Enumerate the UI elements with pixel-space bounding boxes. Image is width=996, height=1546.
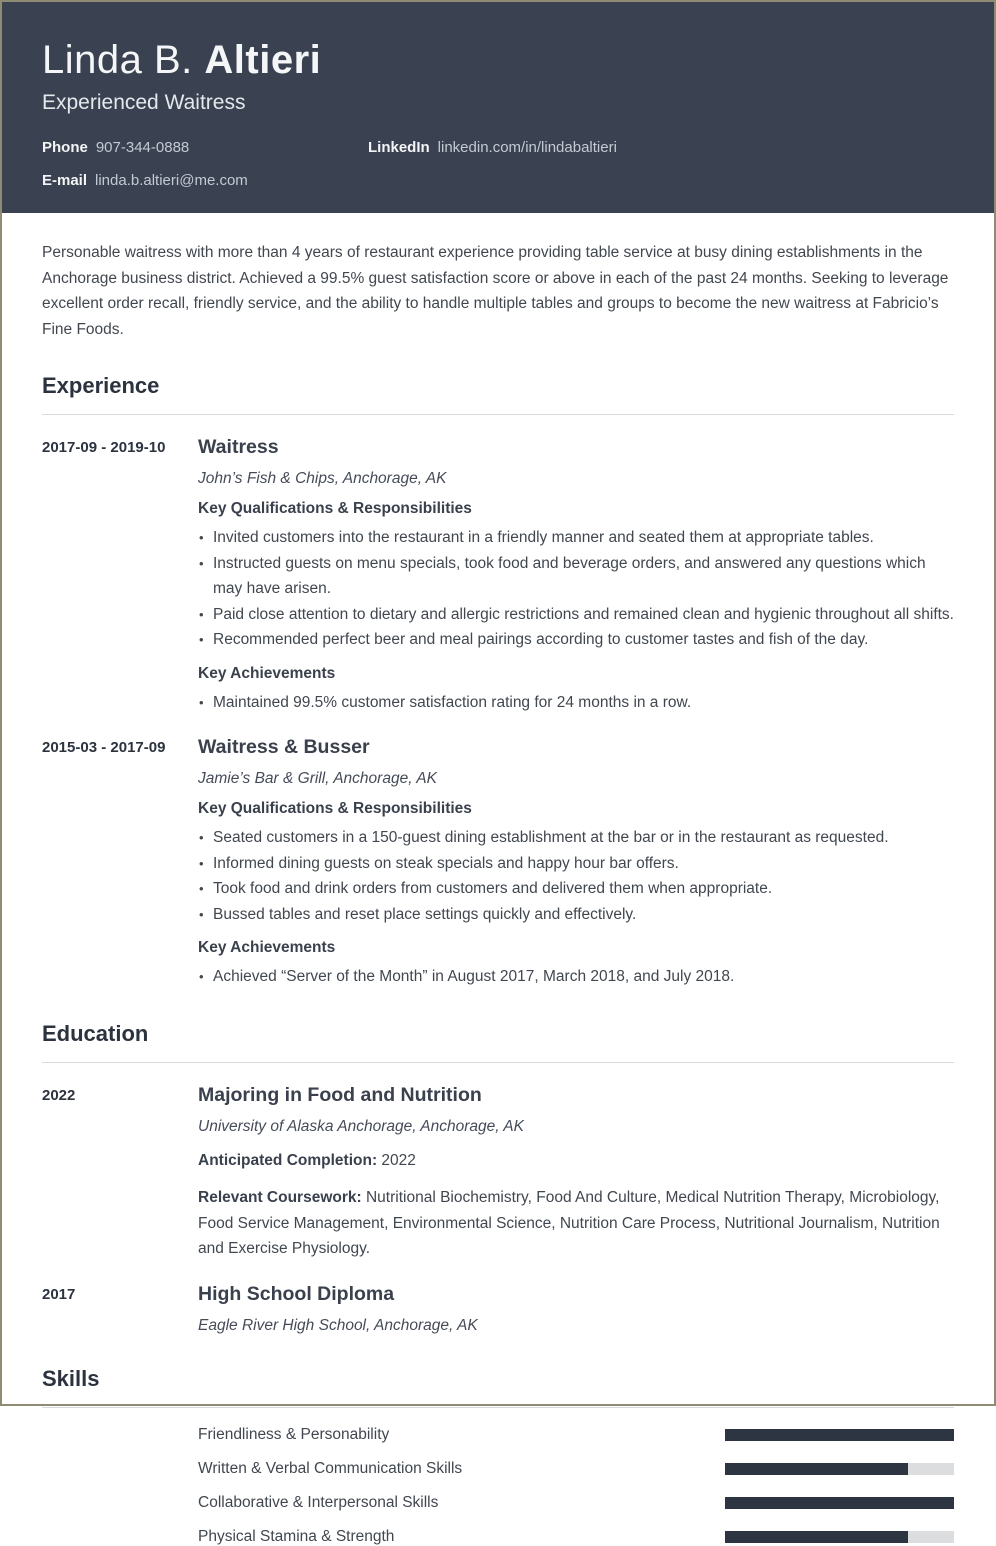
skill-label: Written & Verbal Communication Skills (198, 1460, 463, 1477)
achievements-heading: Key Achievements (198, 939, 336, 956)
skill-row (198, 1426, 954, 1443)
skill-level-fill (725, 1497, 954, 1509)
experience-entry (42, 736, 954, 990)
resume-body (2, 240, 994, 1544)
completion-value: 2022 (381, 1151, 416, 1169)
skill-row (198, 1460, 954, 1477)
bullet-item: • Paid close attention to dietary and allergic restrictions and remained clean and hygienic throughout all shifts. (198, 602, 954, 628)
skill-row (198, 1528, 954, 1545)
entry-job-title: Waitress (198, 436, 279, 458)
completion-line (198, 1148, 954, 1174)
skill-label: Friendliness & Personability (198, 1426, 390, 1443)
achievements-heading: Key Achievements (198, 664, 336, 682)
school-name: University of Alaska Anchorage, Anchorage, AK (198, 1117, 524, 1135)
bullet-item: • Recommended perfect beer and meal pairings according to customer tastes and fish of the day. (198, 627, 954, 653)
bullet-item: • Maintained 99.5% customer satisfaction rating for 24 months in a row. (198, 690, 954, 716)
contact-email (42, 172, 368, 189)
coursework-label: Relevant Coursework: (198, 1189, 362, 1206)
experience-section-title: Experience (42, 373, 954, 415)
qualifications-list (198, 825, 954, 927)
skills-list (42, 1426, 954, 1545)
skill-level-bar (725, 1463, 954, 1475)
entry-dates: 2017 (42, 1285, 76, 1303)
degree-title: Majoring in Food and Nutrition (198, 1083, 482, 1106)
achievements-list (198, 690, 954, 716)
last-name: Altieri (204, 38, 322, 82)
phone-label: Phone (42, 139, 88, 156)
skills-section-title: Skills (42, 1366, 954, 1408)
achievements-list (198, 964, 954, 990)
qualifications-heading: Key Qualifications & Responsibilities (198, 500, 472, 517)
entry-dates: 2017-09 - 2019-10 (42, 439, 166, 456)
professional-summary: Personable waitress with more than 4 years of restaurant experience providing table service at busy dining establishments in the Anchorage business district. Achieved a 99.5% guest satisfaction score or above in each of the past 24 months. Seeking to leverage excellent order recall, friendly service, and the ability to handle multiple tables and groups to become the new waitress at Fabricio’s Fine Foods. (42, 244, 949, 338)
linkedin-value: linkedin.com/in/lindabaltieri (437, 139, 617, 156)
skill-level-bar (725, 1497, 954, 1509)
entry-content (198, 436, 954, 715)
phone-value: 907-344-0888 (95, 139, 190, 156)
email-label: E-mail (42, 172, 88, 189)
bullet-item: • Took food and drink orders from customers and delivered them when appropriate. (198, 876, 954, 902)
skill-label: Collaborative & Interpersonal Skills (198, 1494, 439, 1511)
entry-content (198, 1084, 954, 1262)
resume-header (2, 2, 994, 213)
completion-label: Anticipated Completion: (198, 1151, 378, 1169)
entry-company: Jamie’s Bar & Grill, Anchorage, AK (198, 770, 437, 787)
email-value: linda.b.altieri@me.com (95, 172, 248, 189)
contact-info (42, 139, 954, 189)
bullet-item: • Invited customers into the restaurant in a friendly manner and seated them at appropriate tables. (198, 525, 954, 551)
skill-level-fill (725, 1531, 908, 1543)
degree-title: High School Diploma (198, 1282, 395, 1305)
education-section-title: Education (42, 1021, 954, 1063)
qualifications-list (198, 525, 954, 653)
school-name: Eagle River High School, Anchorage, AK (198, 1316, 478, 1334)
skills-section (42, 1366, 954, 1544)
skill-level-bar (725, 1429, 954, 1441)
skill-level-fill (725, 1463, 908, 1475)
education-entry (42, 1084, 954, 1262)
contact-phone (42, 139, 368, 156)
job-title-subtitle: Experienced Waitress (42, 91, 246, 114)
coursework-line (198, 1185, 954, 1262)
experience-section (42, 373, 954, 990)
education-section (42, 1021, 954, 1335)
skill-row (198, 1494, 954, 1511)
education-entry (42, 1283, 954, 1335)
skill-label: Physical Stamina & Strength (198, 1528, 395, 1545)
entry-dates: 2022 (42, 1086, 76, 1104)
entry-content (198, 736, 954, 990)
entry-company: John’s Fish & Chips, Anchorage, AK (198, 470, 447, 487)
bullet-item: • Instructed guests on menu specials, took food and beverage orders, and answered any questions which may have arisen. (198, 551, 954, 602)
skill-level-bar (725, 1531, 954, 1543)
entry-dates: 2015-03 - 2017-09 (42, 739, 166, 756)
bullet-item: • Achieved “Server of the Month” in August 2017, March 2018, and July 2018. (198, 964, 954, 990)
first-name: Linda B. (42, 38, 193, 82)
bullet-item: • Informed dining guests on steak specials and happy hour bar offers. (198, 851, 954, 877)
qualifications-heading: Key Qualifications & Responsibilities (198, 800, 472, 817)
linkedin-label: LinkedIn (368, 139, 430, 156)
name-heading (42, 38, 954, 82)
entry-content (198, 1283, 954, 1335)
contact-linkedin (368, 139, 954, 156)
entry-job-title: Waitress & Busser (198, 736, 370, 758)
bullet-item: • Bussed tables and reset place settings quickly and effectively. (198, 902, 954, 928)
experience-entry (42, 436, 954, 715)
skill-level-fill (725, 1429, 954, 1441)
bullet-item: • Seated customers in a 150-guest dining establishment at the bar or in the restaurant as requested. (198, 825, 954, 851)
coursework-value: Nutritional Biochemistry, Food And Culture, Medical Nutrition Therapy, Microbiology, Food Service Management, Environmental Science, Nutrition Care Process, Nutritional Journalism, Nutrition and Exercise Physiology. (198, 1189, 940, 1257)
